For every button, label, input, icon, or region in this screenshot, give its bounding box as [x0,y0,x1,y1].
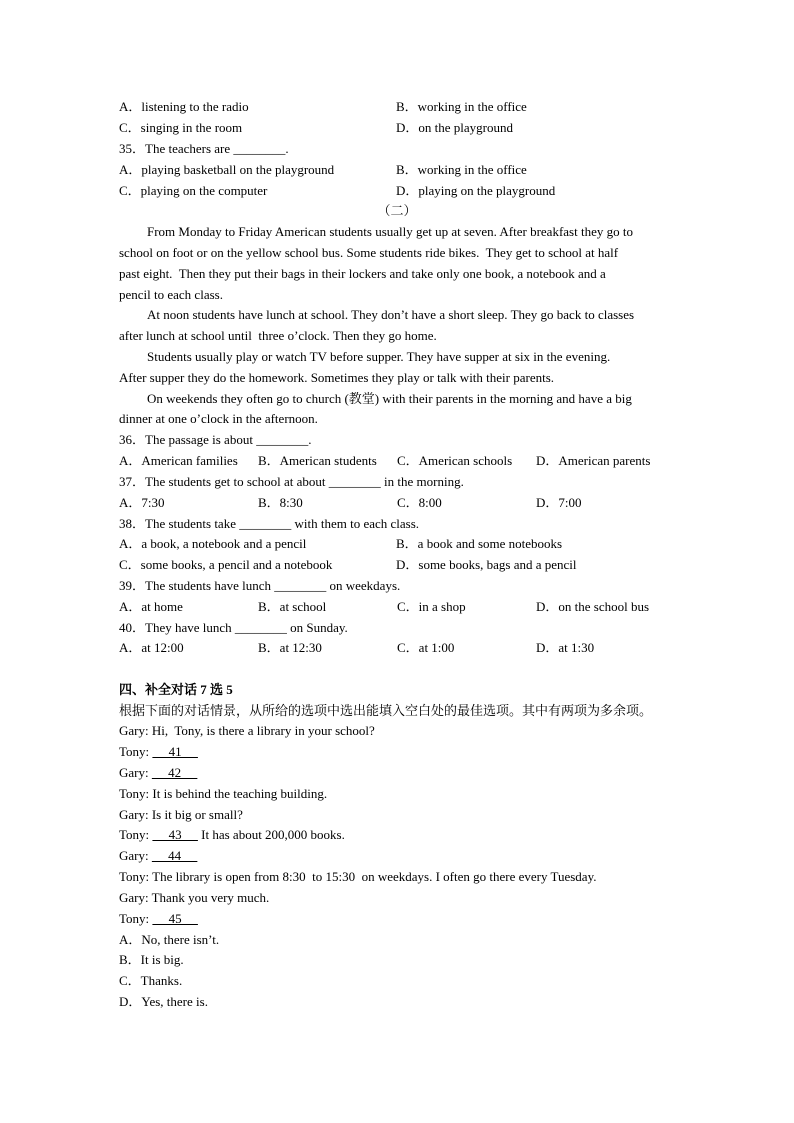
q35-option-d: D．playing on the playground [396,183,556,198]
dialogue-line-10 [119,911,198,927]
passage-p4-line1: On weekends they often go to church (教堂) with their parents in the morning and have a big [147,391,632,406]
answer-option-d: D．Yes, there is. [119,994,208,1009]
answer-option-c: C．Thanks. [119,973,183,988]
speaker-gary: Gary: [119,765,152,780]
section-2-title: （二） [377,203,417,218]
q37-option-d: D．7:00 [536,495,582,510]
q38-option-d: D．some books, bags and a pencil [396,557,577,572]
passage-p1-line2: school on foot or on the yellow school bus. Some students ride bikes. They get to school at half [119,245,619,260]
passage-p1-line4: pencil to each class. [119,287,223,302]
q37-stem: 37．The students get to school at about ________ in the morning. [119,474,464,489]
dialogue-line-7 [119,848,197,864]
blank-44: 44 [151,848,198,863]
section-4-title: 四、补全对话 7 选 5 [119,682,233,697]
q36-stem: 36．The passage is about ________. [119,432,312,447]
q37-option-a: A．7:30 [119,495,165,510]
speaker-tony: Tony: [119,744,153,759]
blank-42: 42 [151,765,198,780]
passage-p3-line1: Students usually play or watch TV before supper. They have supper at six in the evening. [147,349,611,364]
q35-stem: 35．The teachers are ________. [119,141,289,156]
dialogue-line-2 [119,744,198,760]
dialogue-line-5: Gary: Is it big or small? [119,807,243,822]
q36-option-a: A．American families [119,453,238,468]
q39-stem: 39．The students have lunch ________ on weekdays. [119,578,401,593]
dialogue-line-8: Tony: The library is open from 8:30 to 15:30 on weekdays. I often go there every Tuesday. [119,869,597,884]
q34-option-a: A．listening to the radio [119,99,249,114]
q35-option-a: A．playing basketball on the playground [119,162,335,177]
dialogue-line-6 [119,827,345,843]
q40-stem: 40．They have lunch ________ on Sunday. [119,620,348,635]
q40-option-d: D．at 1:30 [536,640,595,655]
dialogue-line-4: Tony: It is behind the teaching building. [119,786,328,801]
q36-option-c: C．American schools [397,453,513,468]
answer-option-a: A．No, there isn’t. [119,932,220,947]
section-4-instruction: 根据下面的对话情景，从所给的选项中选出能填入空白处的最佳选项。其中有两项为多余项。 [119,703,653,718]
q34-option-d: D．on the playground [396,120,513,135]
q38-option-a: A．a book, a notebook and a pencil [119,536,307,551]
passage-p2-line2: after lunch at school until three o’clock. Then they go home. [119,328,437,343]
q35-option-b: B．working in the office [396,162,527,177]
q37-option-c: C．8:00 [397,495,442,510]
q36-option-d: D．American parents [536,453,651,468]
dialogue-line-1: Gary: Hi, Tony, is there a library in your school? [119,723,375,738]
q40-option-c: C．at 1:00 [397,640,455,655]
blank-41: 41 [152,744,198,759]
q34-option-b: B．working in the office [396,99,527,114]
q36-option-b: B．American students [258,453,377,468]
q39-option-b: B．at school [258,599,327,614]
q39-option-d: D．on the school bus [536,599,650,614]
passage-p3-line2: After supper they do the homework. Sometimes they play or talk with their parents. [119,370,555,385]
q38-stem: 38．The students take ________ with them to each class. [119,516,420,531]
dialogue-line-6-rest: It has about 200,000 books. [197,827,345,842]
speaker-tony: Tony: [119,827,153,842]
q37-option-b: B．8:30 [258,495,303,510]
q38-option-b: B．a book and some notebooks [396,536,563,551]
dialogue-line-3 [119,765,197,781]
blank-43: 43 [152,827,198,842]
answer-option-b: B．It is big. [119,952,184,967]
q40-option-b: B．at 12:30 [258,640,322,655]
passage-p4-line2: dinner at one o’clock in the afternoon. [119,411,318,426]
passage-p1-line3: past eight. Then they put their bags in their lockers and take only one book, a notebook and a [119,266,606,281]
q39-option-c: C．in a shop [397,599,466,614]
q39-option-a: A．at home [119,599,183,614]
speaker-gary: Gary: [119,848,152,863]
q35-option-c: C．playing on the computer [119,183,268,198]
passage-p1-line1: From Monday to Friday American students usually get up at seven. After breakfast they go to [147,224,633,239]
passage-p2-line1: At noon students have lunch at school. They don’t have a short sleep. They go back to classes [147,307,635,322]
q34-option-c: C．singing in the room [119,120,243,135]
dialogue-line-9: Gary: Thank you very much. [119,890,270,905]
q40-option-a: A．at 12:00 [119,640,184,655]
speaker-tony: Tony: [119,911,153,926]
blank-45: 45 [152,911,198,926]
q38-option-c: C．some books, a pencil and a notebook [119,557,333,572]
